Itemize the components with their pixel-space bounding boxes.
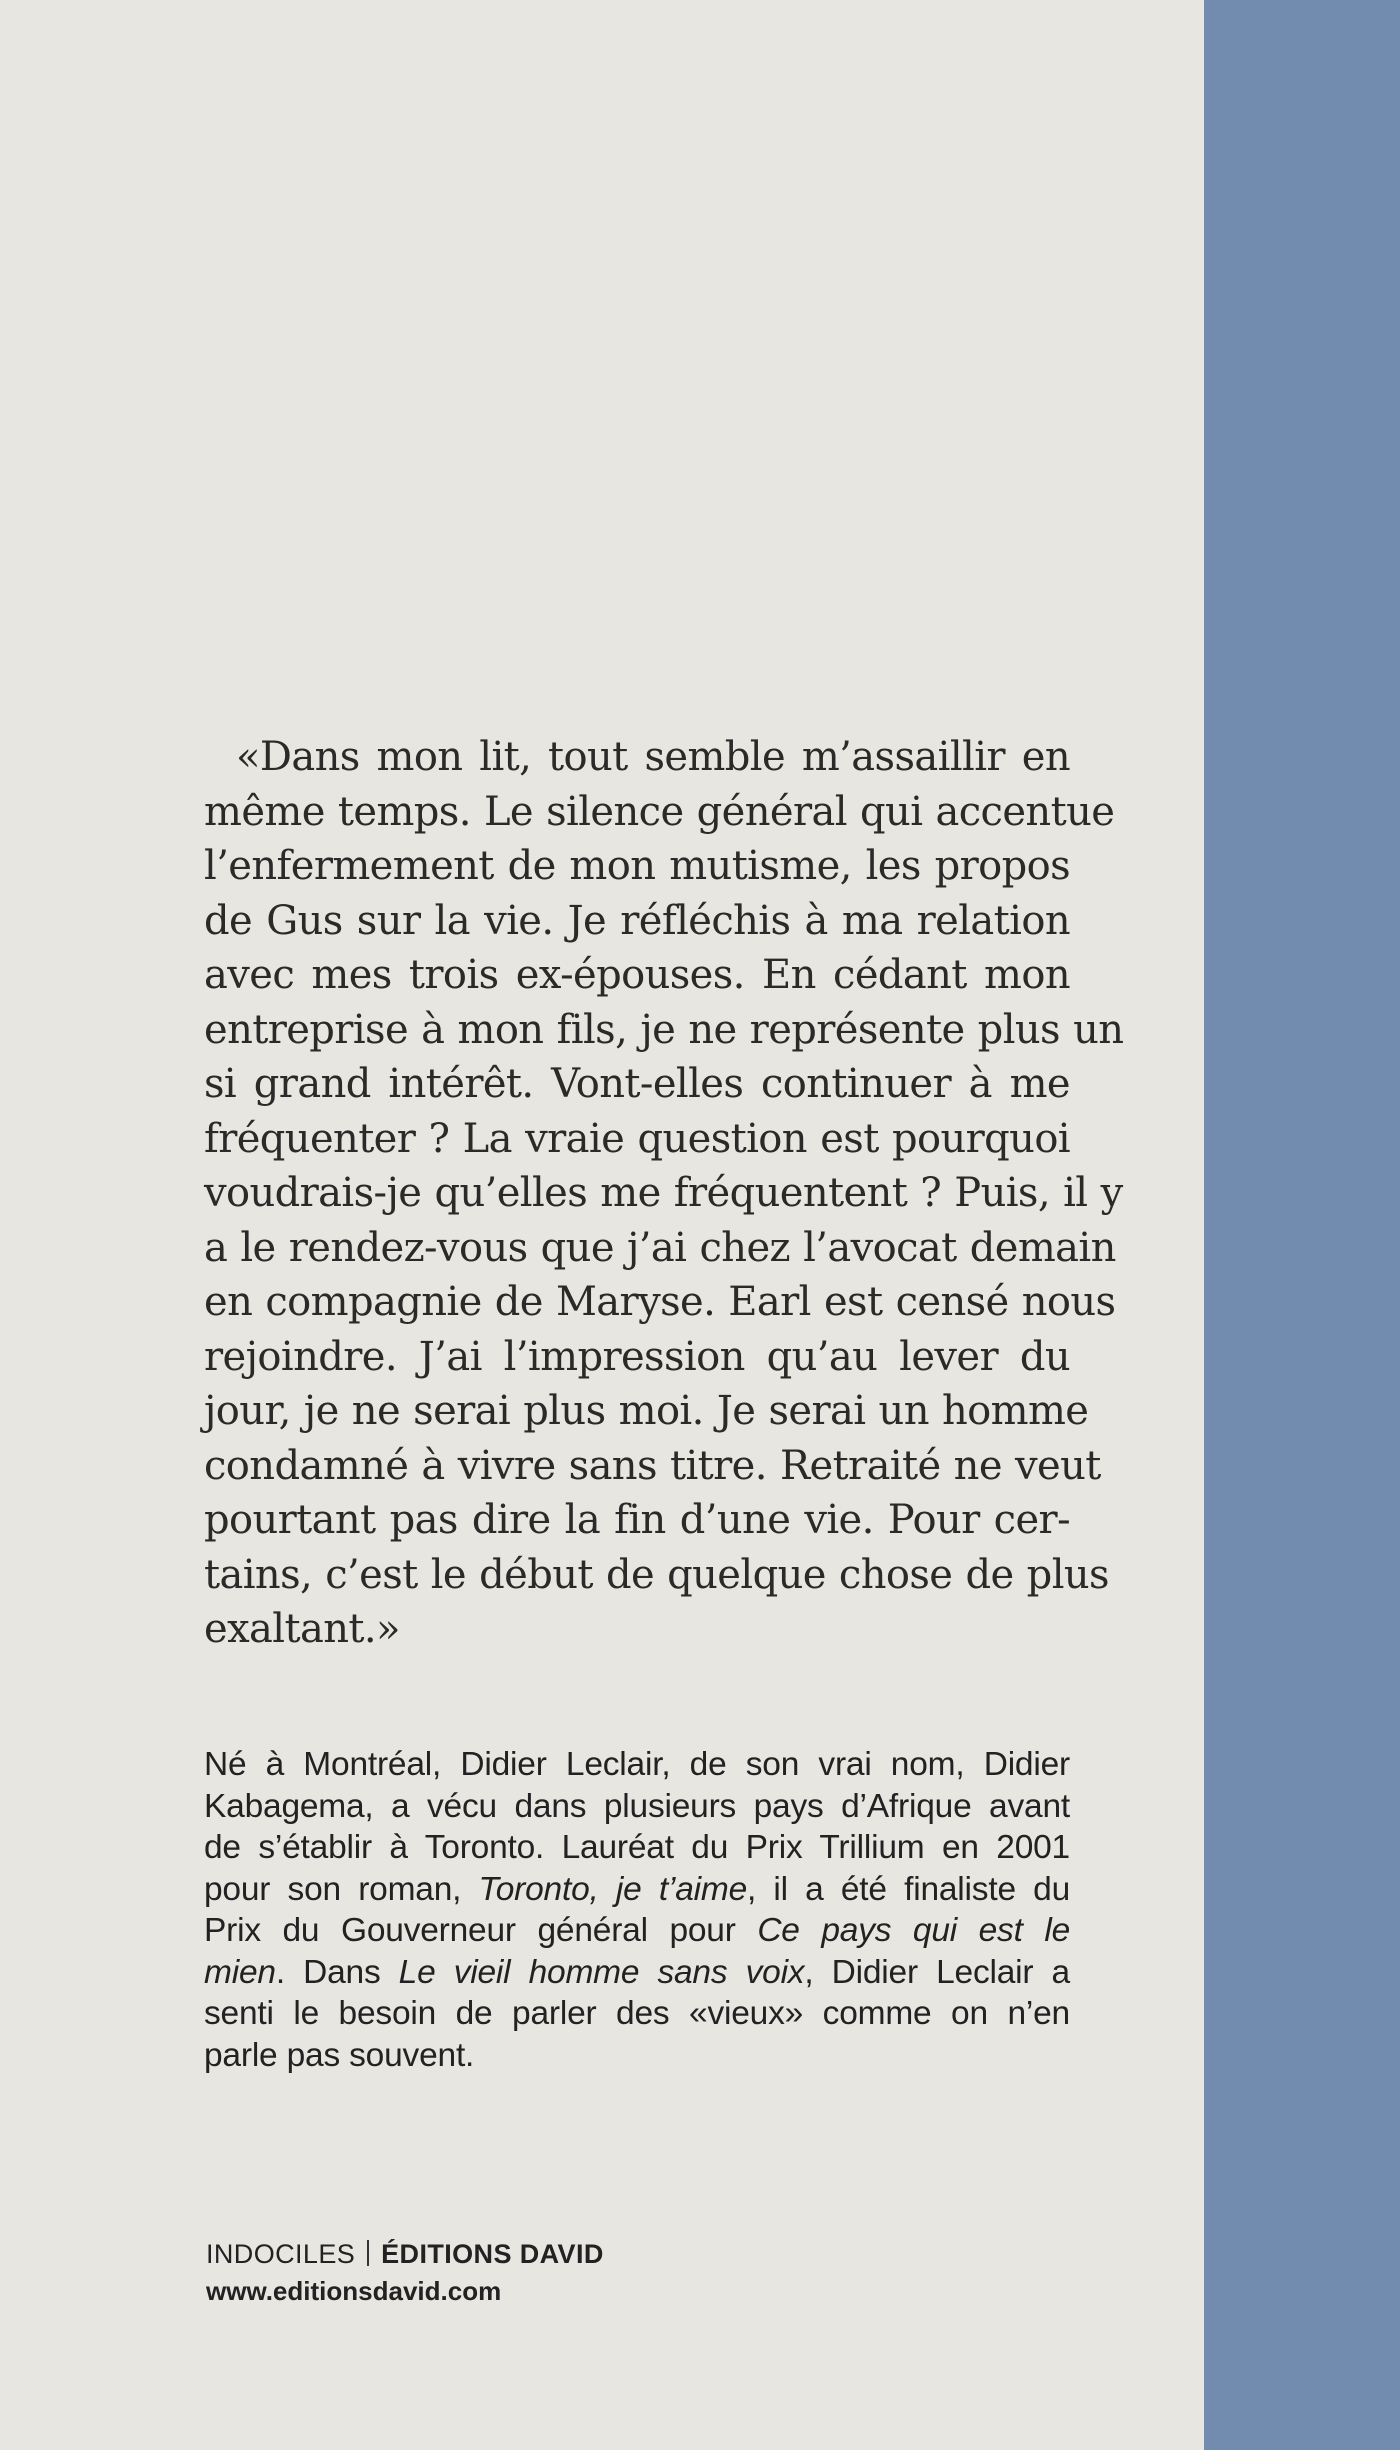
quote-line: voudrais-je qu’elles me fréquentent ? Puis, il y: [204, 1170, 1123, 1216]
divider: [367, 2240, 369, 2266]
bio-line: [204, 1869, 1070, 1911]
book-title-ce-pays: Ce pays qui est le: [757, 1912, 1070, 1949]
collection-name: INDOCILES: [206, 2239, 356, 2269]
book-title-toronto: Toronto, je t’aime: [478, 1870, 748, 1908]
bio-text: . Dans: [275, 1953, 399, 1991]
publisher-block: [206, 2236, 604, 2308]
spine-color-band: [1204, 0, 1400, 2450]
bio-line: Kabagema, a vécu dans plusieurs pays d’Afrique avant: [204, 1787, 1070, 1825]
bio-line: parle pas souvent.: [204, 2036, 475, 2074]
quote-line: «Dans mon lit, tout semble m’assaillir en: [236, 734, 1070, 780]
bio-text: pour son roman,: [204, 1870, 479, 1908]
quote-line: exaltant.»: [204, 1606, 400, 1652]
bio-line: Né à Montréal, Didier Leclair, de son vrai nom, Didier: [204, 1746, 1070, 1783]
quote-line: même temps. Le silence général qui accentue: [204, 788, 1115, 835]
quote-line: en compagnie de Maryse. Earl est censé nous: [204, 1279, 1116, 1325]
quote-line: jour, je ne serai plus moi. Je serai un homme: [204, 1388, 1089, 1434]
publisher-row: [206, 2236, 604, 2272]
quote-line: entreprise à mon fils, je ne représente plus un: [204, 1006, 1124, 1053]
bio-line: [204, 1952, 1070, 1994]
excerpt-quote: [204, 730, 1124, 1657]
quote-line: si grand intérêt. Vont-elles continuer à me: [204, 1061, 1070, 1107]
quote-line: avec mes trois ex-épouses. En cédant mon: [204, 952, 1070, 998]
publisher-website: www.editionsdavid.com: [206, 2276, 502, 2306]
quote-line: tains, c’est le début de quelque chose de plus: [204, 1551, 1109, 1598]
quote-line: de Gus sur la vie. Je réfléchis à ma relation: [204, 897, 1070, 944]
bio-line: de s’établir à Toronto. Lauréat du Prix Trillium en 2001: [204, 1829, 1070, 1866]
bio-text: Prix du Gouverneur général pour: [204, 1912, 758, 1949]
bio-line: [204, 1910, 1070, 1952]
quote-line: rejoindre. J’ai l’impression qu’au lever du: [204, 1333, 1070, 1380]
quote-line: a le rendez-vous que j’ai chez l’avocat demain: [204, 1224, 1116, 1271]
quote-line: l’enfermement de mon mutisme, les propos: [204, 843, 1070, 889]
quote-line: fréquenter ? La vraie question est pourquoi: [204, 1115, 1070, 1162]
quote-line: pourtant pas dire la fin d’une vie. Pour cer-: [204, 1497, 1070, 1543]
bio-text: , il a été finaliste du: [747, 1870, 1071, 1908]
book-title-vieil-homme: Le vieil homme sans voix: [398, 1953, 805, 1991]
bio-text: , Didier Leclair a: [804, 1953, 1070, 1991]
publisher-name: ÉDITIONS DAVID: [381, 2239, 604, 2269]
quote-line: condamné à vivre sans titre. Retraité ne veut: [204, 1442, 1101, 1489]
book-title-ce-pays-end: mien: [204, 1953, 276, 1991]
bio-line: senti le besoin de parler des «vieux» comme on n’en: [204, 1995, 1070, 2032]
author-bio: [204, 1744, 1070, 2076]
